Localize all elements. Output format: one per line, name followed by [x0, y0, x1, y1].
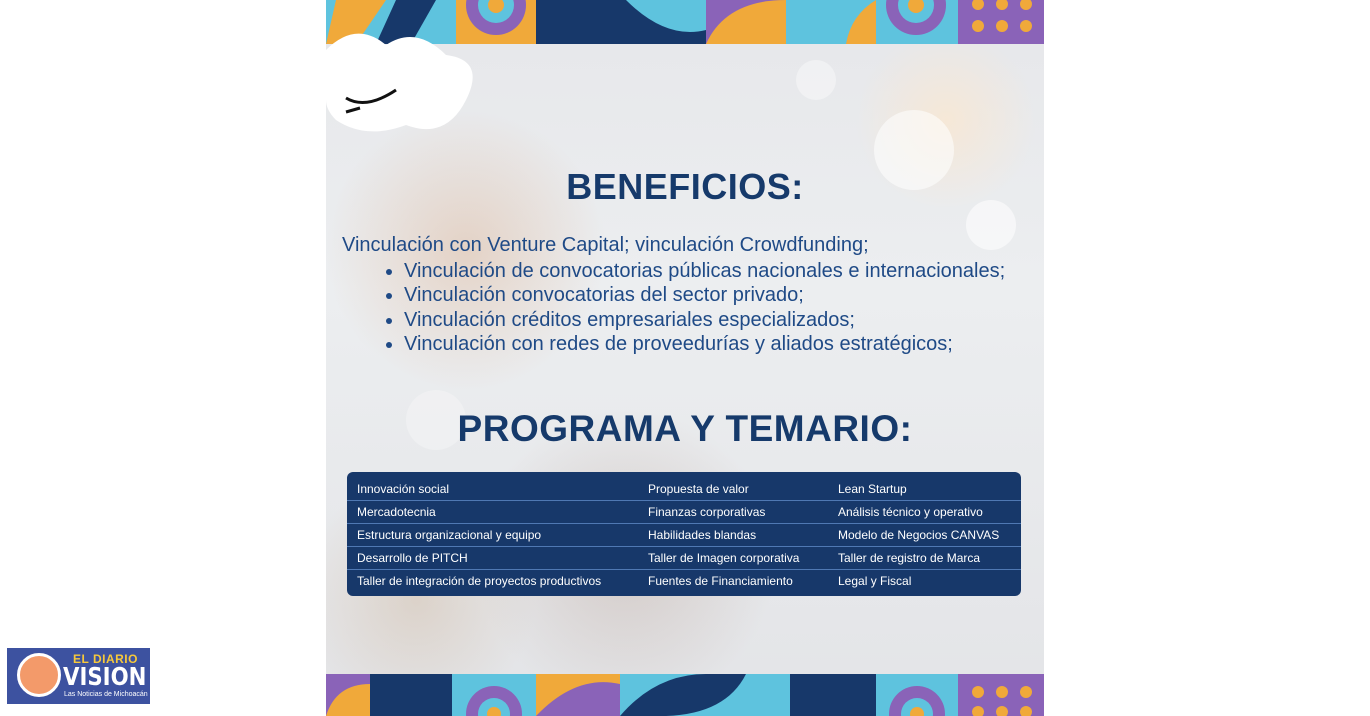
table-row: [347, 478, 1021, 501]
table-cell: Propuesta de valor: [638, 478, 828, 501]
table-cell: Habilidades blandas: [638, 524, 828, 547]
benefits-intro: Vinculación con Venture Capital; vinculación Crowdfunding;: [342, 234, 869, 256]
table-cell: Fuentes de Financiamiento: [648, 574, 793, 588]
benefits-list: [386, 259, 1005, 356]
table-cell: Taller de registro de Marca: [828, 547, 1021, 570]
geometric-pattern-icon: [326, 674, 1044, 716]
program-table: [347, 472, 1021, 596]
diario-vision-logo[interactable]: [7, 648, 150, 704]
table-cell: Mercadotecnia: [347, 501, 638, 524]
table-row: [347, 501, 1021, 524]
cloud-illustration-icon: [326, 30, 486, 140]
list-item: • Vinculación de convocatorias públicas nacionales e internacionales;: [404, 259, 1005, 283]
table-cell: Taller de Imagen corporativa: [638, 547, 828, 570]
table-cell: Innovación social: [347, 478, 638, 501]
table-row: [347, 524, 1021, 547]
logo-circle-icon: [17, 653, 61, 697]
logo-main-text: VISION: [63, 662, 147, 691]
table-row: [347, 570, 1021, 593]
table-cell: Análisis técnico y operativo: [828, 501, 1021, 524]
table-cell: Lean Startup: [828, 478, 1021, 501]
logo-top-text: EL DIARIO: [73, 652, 138, 666]
benefits-title: BENEFICIOS:: [566, 166, 804, 207]
table-cell: Desarrollo de PITCH: [347, 547, 638, 570]
list-item: • Vinculación convocatorias del sector privado;: [404, 283, 1005, 307]
table-cell: Finanzas corporativas: [638, 501, 828, 524]
table-cell: Estructura organizacional y equipo: [347, 524, 638, 547]
table-cell: Taller de integración de proyectos productivos: [357, 574, 602, 588]
bokeh-light: [796, 60, 836, 100]
table-cell: Modelo de Negocios CANVAS: [828, 524, 1021, 547]
table-row: [347, 547, 1021, 570]
table-cell: Legal y Fiscal: [838, 574, 912, 588]
list-item: • Vinculación créditos empresariales especializados;: [404, 308, 1005, 332]
list-item: • Vinculación con redes de proveedurías y aliados estratégicos;: [404, 332, 1005, 356]
event-poster: [326, 0, 1044, 716]
logo-sub-text: Las Noticias de Michoacán: [64, 691, 148, 698]
program-title: PROGRAMA Y TEMARIO:: [457, 408, 913, 449]
bottom-pattern-band: [326, 674, 1044, 716]
